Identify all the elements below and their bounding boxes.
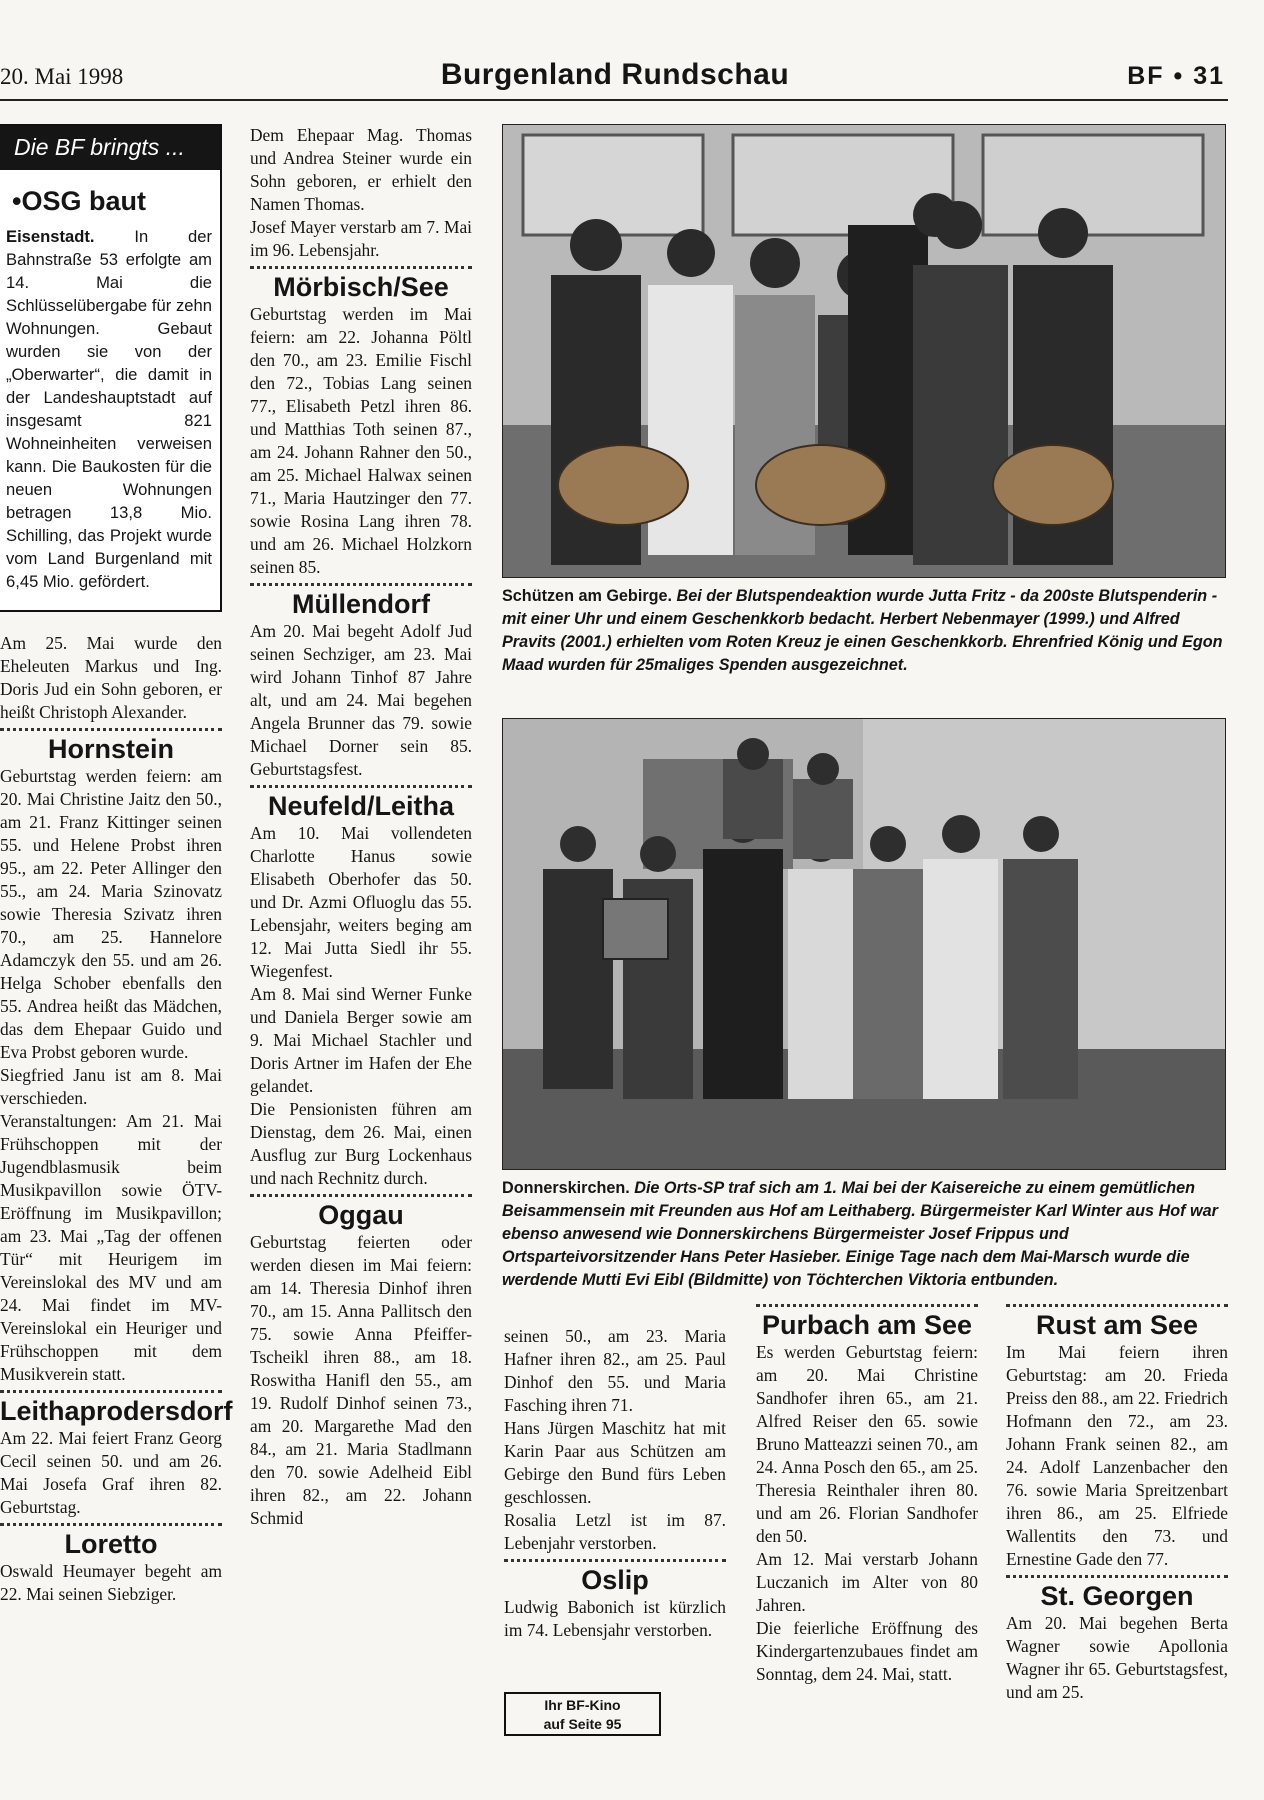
caption-2-lead: Donnerskirchen.	[502, 1179, 630, 1197]
news-box	[0, 124, 222, 612]
column-4	[756, 1300, 978, 1686]
article-text: Josef Mayer verstarb am 7. Mai im 96. Lebensjahr.	[250, 217, 472, 260]
caption-1-text: Bei der Blutspendeaktion wurde Jutta Fritz - da 200ste Blutspenderin - mit einer Uhr und einem Geschenkkorb bedacht. Herbert Nebenmayer (1999.) und Alfred Pravits (2001.) erhielten vom Roten Kreuz je einen Geschenkkorb. Ehrenfried König und Egon Maad wurden für 25maliges Spenden ausgezeichnet.	[502, 587, 1223, 674]
article-text: Am 22. Mai feiert Franz Georg Cecil seinen 50. und am 26. Mai Josefa Graf ihren 82. Geburtstag.	[0, 1428, 222, 1517]
dotted-divider	[250, 785, 472, 788]
dotted-divider	[1006, 1304, 1228, 1307]
issue-date: 20. Mai 1998	[0, 64, 124, 89]
article-text: Am 20. Mai begeht Adolf Jud seinen Sechziger, am 23. Mai wird Johann Tinhof 87 Jahre alt, und am 24. Mai begehen Angela Brunner das 79. sowie Michael Dorner sein 85. Geburtstagsfest.	[250, 621, 472, 779]
page-number: BF • 31	[1127, 62, 1225, 90]
heading-neufeld: Neufeld/Leitha	[267, 791, 455, 821]
photo-group-outdoor-image	[503, 719, 1225, 1169]
kino-line-2: auf Seite 95	[543, 1716, 622, 1732]
article-text: Am 12. Mai verstarb Johann Luczanich im Alter von 80 Jahren.	[756, 1549, 978, 1615]
article-text: Siegfried Janu ist am 8. Mai verschieden.	[0, 1065, 222, 1108]
heading-loretto: Loretto	[64, 1529, 158, 1559]
photo-blood-donation	[502, 124, 1226, 578]
kino-line-1: Ihr BF-Kino	[544, 1697, 621, 1713]
dotted-divider	[0, 1523, 222, 1526]
article-text: Am 20. Mai begehen Berta Wagner sowie Apollonia Wagner ihr 65. Geburtstagsfest, und am 25.	[1006, 1613, 1228, 1702]
caption-2-text: Die Orts-SP traf sich am 1. Mai bei der Kaisereiche zu einem gemütlichen Beisammensein mit Freunden aus Hof am Leithaberg. Bürgermeister Karl Winter aus Hof war ebenso anwesend wie Donnerskirchens Bürgermeister Josef Frippus und Ortsparteivorsitzender Hans Peter Hasieber. Einige Tage nach dem Mai-Marsch wurde die werdende Mutti Evi Eibl (Bildmitte) von Töchterchen Viktoria entbunden.	[502, 1179, 1218, 1289]
article-text: Im Mai feiern ihren Geburtstag: am 20. Frieda Preiss den 88., am 22. Friedrich Hofmann den 72., am 23. Johann Frank seinen 82., am 24. Adolf Lanzenbacher den 76. sowie Maria Spreitzenbart ihren 86., am 25. Elfriede Wallentits den 73. und Ernestine Gade den 77.	[1006, 1342, 1228, 1569]
heading-st-georgen: St. Georgen	[1040, 1581, 1194, 1611]
article-text: Am 25. Mai wurde den Eheleuten Markus und Ing. Doris Jud ein Sohn geboren, er heißt Christoph Alexander.	[0, 633, 222, 722]
column-2	[250, 124, 472, 1530]
dotted-divider	[756, 1304, 978, 1307]
photo-donnerskirchen	[502, 718, 1226, 1170]
dotted-divider	[250, 266, 472, 269]
article-text: Geburtstag feierten oder werden diesen im Mai feiern: am 14. Theresia Dinhof ihren 70., am 15. Anna Pallitsch den 75. sowie Anna Pfeiffer-Tscheikl ihren 88., am 18. Roswitha Hanifl den 55., am 19. Rudolf Dinhof seinen 73., am 20. Margarethe Mad den 84., am 21. Maria Stadlmann den 70. sowie Adelheid Eibl ihren 82., am 22. Johann Schmid	[250, 1232, 472, 1528]
article-text: Rosalia Letzl ist im 87. Lebenjahr verstorben.	[504, 1510, 726, 1553]
section-title: Burgenland Rundschau	[440, 58, 790, 91]
photo-bus-group-image	[503, 125, 1225, 577]
column-3	[504, 1325, 726, 1642]
header-rule	[0, 99, 1228, 101]
dotted-divider	[0, 1390, 222, 1393]
article-text: Ludwig Babonich ist kürzlich im 74. Lebensjahr verstorben.	[504, 1597, 726, 1640]
heading-oggau: Oggau	[318, 1200, 404, 1230]
box-text	[6, 225, 212, 593]
caption-1-lead: Schützen am Gebirge.	[502, 587, 673, 605]
box-body: In der Bahnstraße 53 erfolgte am 14. Mai die Schlüsselübergabe für zehn Wohnungen. Gebaut wurden sie von der „Oberwarter“, die damit in der Landeshauptstadt auf insgesamt 821 Wohneinheiten verweisen kann. Die Baukosten für die neuen Wohnungen betragen 13,8 Mio. Schilling, das Projekt wurde vom Land Burgenland mit 6,45 Mio. gefördert.	[6, 227, 212, 591]
heading-leithaprodersdorf: Leithaprodersdorf	[0, 1396, 233, 1426]
column-5	[1006, 1300, 1228, 1704]
article-text: Veranstaltungen: Am 21. Mai Frühschoppen mit der Jugendblasmusik beim Musikpavillon sowie ÖTV-Eröffnung im Musikpavillon; am 23. Mai „Tag der offenen Tür“ mit Heurigem im Vereinslokal des MV und am 24. Mai findet im MV-Vereinslokal ein Heuriger und Frühschoppen mit dem Musikverein statt.	[0, 1111, 222, 1384]
heading-rust: Rust am See	[1035, 1310, 1199, 1340]
article-text: Geburtstag werden feiern: am 20. Mai Christine Jaitz den 50., am 21. Franz Kittinger seinen 55. und Helene Probst ihren 95., am 22. Peter Allinger den 55., am 24. Maria Szinovatz sowie Theresia Szivatz ihren 70., am 25. Hannelore Adamczyk den 55. und am 26. Helga Schober ebenfalls den 55. Andrea heißt das Mädchen, das dem Ehepaar Guido und Eva Probst geboren wurde.	[0, 766, 222, 1062]
article-text: Es werden Geburtstag feiern: am 20. Mai Christine Sandhofer ihren 65., am 21. Alfred Reiser den 65. sowie Bruno Matteazzi seinen 70., am 24. Anna Posch den 65., am 25. Theresia Reinthaler ihren 80. und am 26. Florian Sandhofer den 50.	[756, 1342, 978, 1546]
heading-hornstein: Hornstein	[47, 734, 174, 764]
caption-1	[502, 585, 1224, 677]
article-text: Die feierliche Eröffnung des Kindergartenzubaues findet am Sonntag, dem 24. Mai, statt.	[756, 1618, 978, 1684]
box-lead: Eisenstadt.	[6, 227, 95, 246]
heading-muellendorf: Müllendorf	[292, 589, 430, 619]
heading-purbach: Purbach am See	[761, 1310, 973, 1340]
dotted-divider	[0, 728, 222, 731]
dotted-divider	[1006, 1575, 1228, 1578]
box-title: •OSG baut	[12, 186, 146, 216]
article-text: Geburtstag werden im Mai feiern: am 22. Johanna Pöltl den 70., am 23. Emilie Fischl den 72., Tobias Lang seinen 77., Elisabeth Petzl ihren 86. und Matthias Toth seinen 87., am 24. Johann Rahner den 50., am 25. Michael Halwax seinen 71., Maria Hautzinger den 77. sowie Rosina Lang ihren 78. und am 26. Michael Holzkorn seinen 85.	[250, 304, 472, 577]
heading-moerbisch: Mörbisch/See	[273, 272, 449, 302]
box-heading: Die BF bringts ...	[0, 126, 220, 170]
heading-oslip: Oslip	[581, 1565, 649, 1595]
article-text: Am 8. Mai sind Werner Funke und Daniela Berger sowie am 9. Mai Michael Stachler und Doris Artner im Hafen der Ehe gelandet.	[250, 984, 472, 1096]
dotted-divider	[504, 1559, 726, 1562]
dotted-divider	[250, 583, 472, 586]
article-text: seinen 50., am 23. Maria Hafner ihren 82., am 25. Paul Dinhof den 55. und Maria Fasching ihren 71.	[504, 1326, 726, 1415]
caption-2	[502, 1177, 1224, 1292]
column-1	[0, 632, 233, 1606]
dotted-divider	[250, 1194, 472, 1197]
article-text: Am 10. Mai vollendeten Charlotte Hanus sowie Elisabeth Oberhofer das 50. und Dr. Azmi Ofluoglu das 55. Lebensjahr, weiters beging am 12. Mai Jutta Siedl ihr 55. Wiegenfest.	[250, 823, 472, 981]
kino-box	[504, 1692, 661, 1736]
article-text: Die Pensionisten führen am Dienstag, dem 26. Mai, einen Ausflug zur Burg Lockenhaus und nach Rechnitz durch.	[250, 1099, 472, 1188]
article-text: Hans Jürgen Maschitz hat mit Karin Paar aus Schützen am Gebirge den Bund fürs Leben geschlossen.	[504, 1418, 726, 1507]
article-text: Dem Ehepaar Mag. Thomas und Andrea Steiner wurde ein Sohn geboren, er erhielt den Namen Thomas.	[250, 125, 472, 214]
article-text: Oswald Heumayer begeht am 22. Mai seinen Siebziger.	[0, 1561, 222, 1604]
